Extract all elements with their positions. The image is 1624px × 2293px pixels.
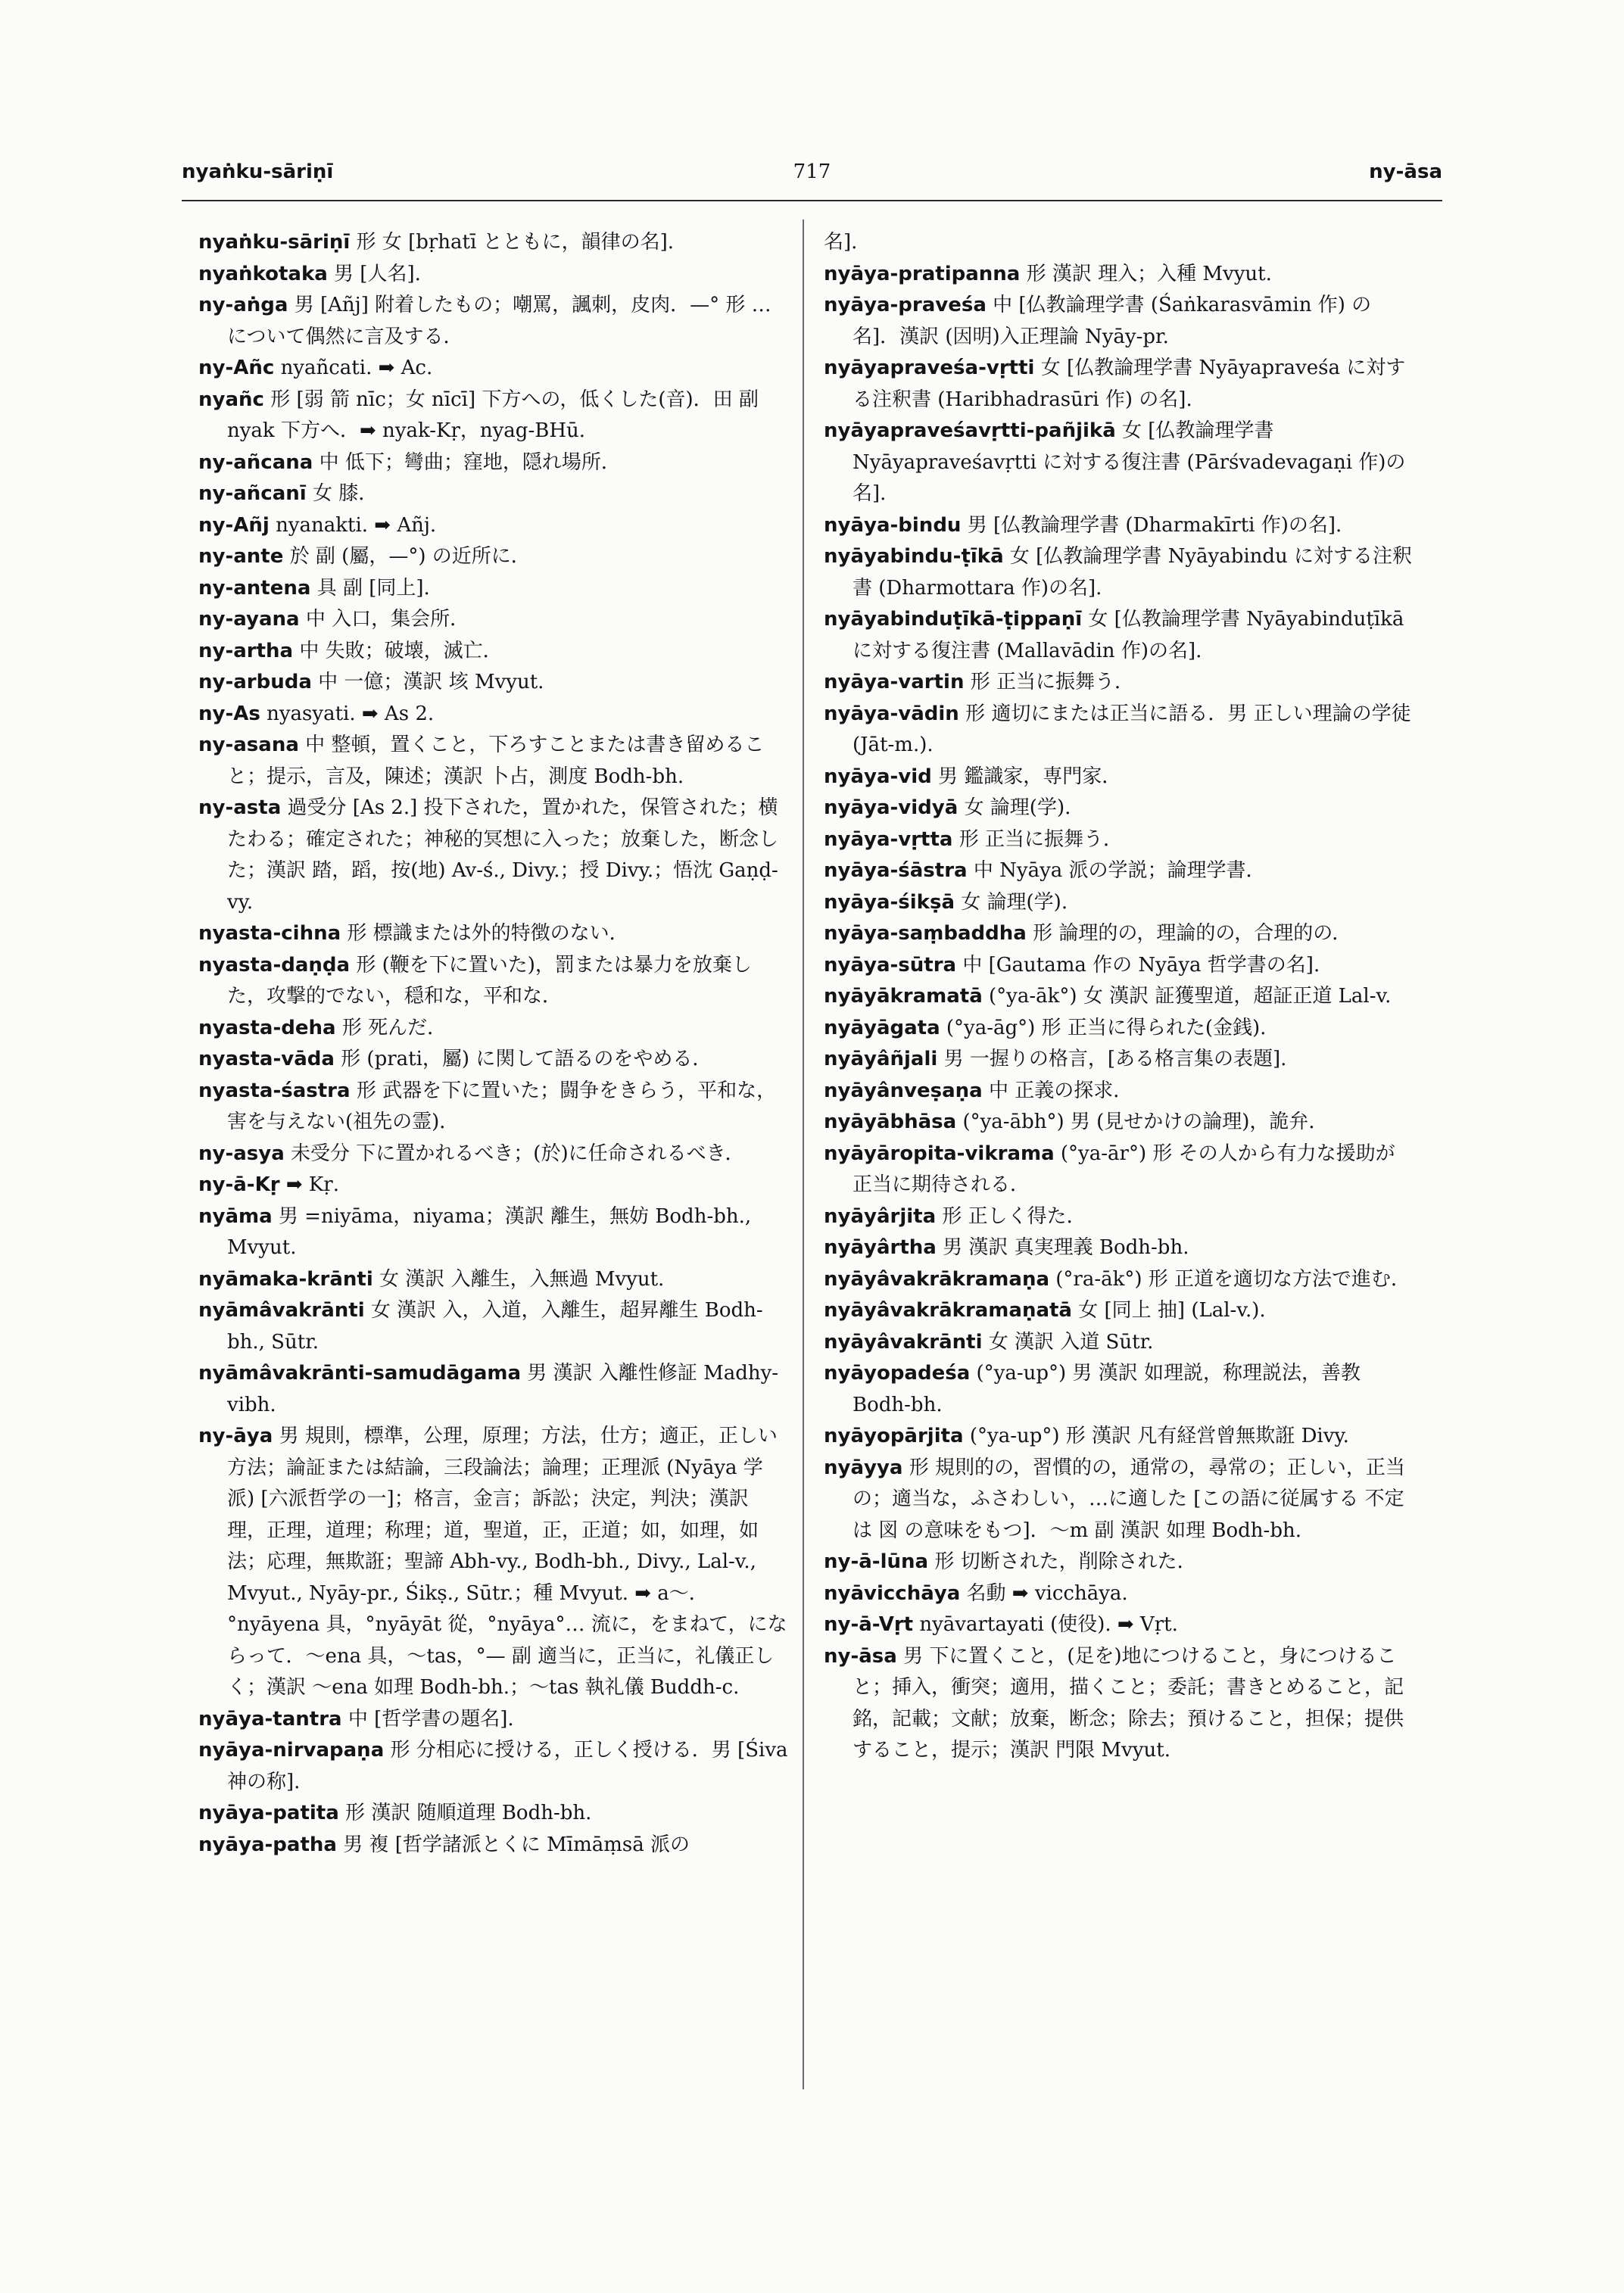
dictionary-entry bbox=[198, 1170, 789, 1201]
dictionary-entry bbox=[198, 1704, 789, 1736]
definition: 形 規則的の，習慣的の，通常の，尋常の；正しい，正当の；適当な，ふさわしい，…に適した [この語に従属する 不定 は 図 の意味をもつ]．～m 副 漢訳 如理 Bodh-bh. bbox=[853, 1456, 1405, 1542]
dictionary-entry bbox=[198, 1735, 789, 1798]
definition: 男 一握りの格言，[ある格言集の表題]. bbox=[943, 1048, 1287, 1070]
headword: nyāyopārjita bbox=[824, 1425, 964, 1447]
headword: ny-ā-lūna bbox=[824, 1550, 929, 1573]
headword: nyaṅku-sāriṇī bbox=[198, 231, 351, 254]
dictionary-entry bbox=[824, 699, 1414, 762]
dictionary-entry bbox=[824, 667, 1414, 699]
dictionary-entry bbox=[198, 636, 789, 668]
headword: nyāya-vid bbox=[824, 765, 932, 788]
dictionary-entry bbox=[824, 1358, 1414, 1421]
headword: ny-Añj bbox=[198, 513, 270, 537]
definition: 男 複 [哲学諸派とくに Mīmāṃsā 派の bbox=[343, 1833, 690, 1856]
headword: ny-asta bbox=[198, 796, 282, 819]
definition: nyañcati. ➡ Ac. bbox=[280, 357, 433, 379]
headword: nyāyâvakrānti bbox=[824, 1330, 983, 1354]
dictionary-entry bbox=[198, 227, 789, 259]
dictionary-entry bbox=[824, 1044, 1414, 1076]
dictionary-entry bbox=[824, 1609, 1414, 1641]
dictionary-entry bbox=[824, 1295, 1414, 1327]
headword: nyāyapraveśavṛtti-pañjikā bbox=[824, 419, 1116, 442]
dictionary-entry bbox=[198, 1264, 789, 1296]
headword: ny-ā-Vṛt bbox=[824, 1613, 914, 1636]
headword: nyāyabindu-ṭīkā bbox=[824, 545, 1004, 568]
definition: 男 [仏教論理学書 (Dharmakīrti 作)の名]. bbox=[967, 513, 1342, 537]
headword: ny-añcana bbox=[198, 450, 313, 474]
dictionary-entry bbox=[824, 290, 1414, 353]
definition: 中 整頓，置くこと，下ろすことまたは書き留めること；提示，言及，陳述；漢訳 卜占，測度 Bodh-bh. bbox=[227, 734, 765, 788]
dictionary-entry bbox=[198, 1139, 789, 1170]
headword: nyāyabinduṭīkā-ṭippaṇī bbox=[824, 608, 1083, 631]
definition: 男 [人名]. bbox=[334, 262, 421, 285]
headword: ny-āsa bbox=[824, 1644, 897, 1668]
dictionary-entry bbox=[198, 950, 789, 1013]
definition: 男 漢訳 入離性修証 Madhy-vibh. bbox=[227, 1362, 779, 1416]
dictionary-entry bbox=[824, 1578, 1414, 1610]
page-header bbox=[182, 160, 1442, 191]
definition: 男 下に置くこと，(足を)地につけること，身につけること；挿入，衝突；適用，描くこと；委託；書きとめること，記銘，記載；文献；放棄，断念；除去；預けること，担保；提供すること，提示；漢訳 門限 Mvyut. bbox=[853, 1644, 1404, 1762]
definition: 女 漢訳 入，入道，入離生，超昇離生 Bodh-bh., Sūtr. bbox=[227, 1299, 763, 1354]
headword: nyāyākramatā bbox=[824, 985, 983, 1008]
definition: 過受分 [As 2.] 投下された，置かれた，保管された；横たわる；確定された；神秘的冥想に入った；放棄した，断念した；漢訳 踏，蹈，按(地) Av-ś., Divy.；授 Divy.；悟沈 Gaṇḍ-vy. bbox=[227, 796, 779, 914]
dictionary-entry bbox=[824, 353, 1414, 416]
headword: nyāmâvakrānti bbox=[198, 1299, 365, 1322]
definition: 女 論理(学). bbox=[961, 890, 1068, 914]
dictionary-entry bbox=[198, 1295, 789, 1358]
dictionary-entry bbox=[824, 604, 1414, 667]
headword: ny-Añc bbox=[198, 357, 275, 379]
definition: 女 漢訳 入道 Sūtr. bbox=[988, 1330, 1154, 1354]
dictionary-entry bbox=[198, 604, 789, 636]
definition: 中 [Gautama 作の Nyāya 哲学書の名]. bbox=[962, 953, 1320, 977]
definition: 男 鑑識家，専門家． bbox=[938, 765, 1122, 788]
headword: ny-ante bbox=[198, 545, 284, 568]
headword: ny-asya bbox=[198, 1142, 285, 1165]
dictionary-entry bbox=[198, 1076, 789, 1139]
dictionary-entry bbox=[824, 762, 1414, 793]
dictionary-entry bbox=[198, 353, 789, 385]
definition: 具 副 [同上]. bbox=[316, 576, 430, 600]
headword: nyāyârtha bbox=[824, 1236, 937, 1259]
headword: nyāyâvakrākramaṇatā bbox=[824, 1299, 1072, 1322]
definition: 未受分 下に置かれるべき；(於)に任命されるべき． bbox=[291, 1142, 745, 1165]
dictionary-entry bbox=[198, 918, 789, 950]
definition: 形 標識または外的特徴のない． bbox=[347, 922, 629, 945]
definition: (°ya-āg°) 形 正当に得られた(金銭). bbox=[946, 1016, 1267, 1039]
headword: nyāyāropita-vikrama bbox=[824, 1142, 1055, 1165]
dictionary-entry bbox=[198, 793, 789, 918]
dictionary-entry bbox=[824, 1013, 1414, 1045]
left-column bbox=[198, 227, 789, 1861]
headword: nyāmâvakrānti-samudāgama bbox=[198, 1362, 522, 1385]
headword: nyāya-saṃbaddha bbox=[824, 922, 1027, 945]
dictionary-entry bbox=[824, 1264, 1414, 1296]
definition: 女 [同上 抽] (Lal-v.). bbox=[1078, 1299, 1266, 1322]
headword: nyāyābhāsa bbox=[824, 1111, 957, 1133]
definition: 形 分相応に授ける，正しく授ける．男 [Śiva 神の称]. bbox=[227, 1739, 788, 1793]
column-divider bbox=[803, 220, 804, 2089]
definition: 形 正しく得た． bbox=[942, 1204, 1086, 1228]
dictionary-entry bbox=[824, 887, 1414, 919]
definition: 中 低下；彎曲；窪地，隠れ場所． bbox=[319, 450, 621, 474]
definition: nyasyati. ➡ As 2. bbox=[267, 702, 435, 725]
definition: 女 漢訳 入離生，入無過 Mvyut. bbox=[379, 1267, 665, 1291]
dictionary-entry bbox=[824, 1421, 1414, 1453]
definition: ➡ Kṛ. bbox=[285, 1173, 339, 1196]
headword: nyāma bbox=[198, 1204, 273, 1228]
headword: nyāmaka-krānti bbox=[198, 1267, 373, 1291]
headword: nyāya-bindu bbox=[824, 513, 962, 537]
dictionary-entry bbox=[824, 1139, 1414, 1201]
definition: 形 漢訳 理入；入種 Mvyut. bbox=[1026, 262, 1272, 285]
definition: 形 漢訳 随順道理 Bodh-bh. bbox=[345, 1802, 592, 1824]
headword: nyāya-praveśa bbox=[824, 294, 987, 316]
definition: 中 [哲学書の題名]. bbox=[348, 1707, 514, 1731]
dictionary-entry bbox=[198, 699, 789, 731]
definition: 中 入口，集会所． bbox=[305, 608, 470, 631]
dictionary-entry bbox=[198, 1044, 789, 1076]
headword: nyāya-pratipanna bbox=[824, 262, 1021, 285]
headword: ny-añcanī bbox=[198, 482, 307, 505]
definition: 男 漢訳 真実理義 Bodh-bh. bbox=[943, 1236, 1189, 1259]
dictionary-entry bbox=[198, 730, 789, 793]
dictionary-entry bbox=[198, 541, 789, 573]
definition: 形 死んだ． bbox=[341, 1016, 447, 1039]
headword: nyāyânveṣaṇa bbox=[824, 1079, 983, 1102]
headword: nyasta-śastra bbox=[198, 1079, 351, 1102]
dictionary-entry bbox=[198, 478, 789, 510]
dictionary-entry bbox=[198, 573, 789, 605]
headword: nyāya-śikṣā bbox=[824, 890, 955, 914]
headword: nyāya-sūtra bbox=[824, 953, 957, 977]
headword: nyāya-nirvapaṇa bbox=[198, 1739, 385, 1762]
definition: 中 Nyāya 派の学説；論理学書． bbox=[973, 859, 1266, 882]
headword: nyāya-patita bbox=[198, 1802, 339, 1824]
dictionary-entry bbox=[824, 1547, 1414, 1578]
definition: (°ya-ār°) 形 その人から有力な援助が正当に期待される． bbox=[853, 1142, 1395, 1196]
headword: ny-ā-Kṛ bbox=[198, 1173, 280, 1196]
dictionary-entry bbox=[198, 1358, 789, 1421]
dictionary-entry bbox=[824, 1076, 1414, 1108]
definition: 中 失敗；破壊，滅亡． bbox=[299, 639, 503, 662]
dictionary-entry bbox=[824, 1453, 1414, 1547]
dictionary-entry bbox=[824, 950, 1414, 982]
dictionary-entry bbox=[824, 1327, 1414, 1359]
definition: 女 論理(学). bbox=[964, 796, 1071, 819]
dictionary-entry bbox=[198, 1798, 789, 1830]
headword: nyasta-cihna bbox=[198, 922, 341, 945]
headword: nyāyâñjali bbox=[824, 1048, 938, 1070]
dictionary-entry bbox=[198, 667, 789, 699]
definition: (°ya-ābh°) 男 (見せかけの論理)，詭弁． bbox=[962, 1111, 1329, 1133]
dictionary-entry bbox=[198, 1421, 789, 1704]
definition: 女 [仏教論理学書 Nyāyabindu に対する注釈書 (Dharmottara 作)の名]. bbox=[853, 545, 1413, 600]
headword: nyāyapraveśa-vṛtti bbox=[824, 357, 1035, 379]
dictionary-entry bbox=[824, 824, 1414, 856]
headword: nyasta-vāda bbox=[198, 1048, 335, 1070]
definition: (°ra-āk°) 形 正道を適切な方法で進む． bbox=[1055, 1267, 1411, 1291]
dictionary-entry bbox=[824, 541, 1414, 604]
definition: 名動 ➡ vicchāya. bbox=[966, 1581, 1128, 1605]
headword: nyāya-vartin bbox=[824, 671, 965, 693]
definition: 女 [仏教論理学書 Nyāyapraveśavṛtti に対する復注書 (Pārśvadevagaṇi 作)の名]. bbox=[853, 419, 1406, 505]
headword: nyāya-vādin bbox=[824, 702, 959, 725]
dictionary-entry bbox=[824, 981, 1414, 1013]
definition: 形 正当に振舞う． bbox=[970, 671, 1134, 693]
definition: (°ya-up°) 男 漢訳 如理説，称理説法，善教 Bodh-bh. bbox=[853, 1362, 1361, 1416]
headword: ny-asana bbox=[198, 734, 299, 756]
headword: nyāyârjita bbox=[824, 1204, 937, 1228]
definition: (°ya-up°) 形 漢訳 凡有経営曾無欺誑 Divy. bbox=[969, 1425, 1349, 1447]
dictionary-entry bbox=[198, 1013, 789, 1045]
dictionary-entry bbox=[824, 259, 1414, 291]
definition: 形 正当に振舞う． bbox=[959, 827, 1123, 851]
headword: ny-aṅga bbox=[198, 294, 288, 316]
dictionary-entry bbox=[824, 1232, 1414, 1264]
definition: 於 副 (屬，—°) の近所に． bbox=[289, 545, 531, 568]
headword: ny-As bbox=[198, 702, 260, 725]
dictionary-entry bbox=[198, 290, 789, 353]
dictionary-entry bbox=[824, 227, 1414, 259]
definition: 中 [仏教論理学書 (Śaṅkarasvāmin 作) の名]．漢訳 (因明)入正理論 Nyāy-pr. bbox=[853, 294, 1372, 348]
headword: nyāya-tantra bbox=[198, 1707, 342, 1731]
definition: 形 (鞭を下に置いた)，罰または暴力を放棄した，攻撃的でない，穏和な，平和な． bbox=[227, 953, 752, 1008]
headword: nyāyāgata bbox=[824, 1016, 940, 1039]
headword: nyaṅkotaka bbox=[198, 262, 328, 285]
running-head-right: ny-āsa bbox=[1369, 160, 1442, 183]
dictionary-entry bbox=[824, 510, 1414, 542]
dictionary-entry bbox=[824, 1641, 1414, 1767]
dictionary-entry bbox=[198, 259, 789, 291]
running-head-left: nyaṅku-sāriṇī bbox=[182, 160, 334, 183]
headword: nyañc bbox=[198, 388, 264, 411]
definition: (°ya-āk°) 女 漢訳 証獲聖道，超証正道 Lal-v. bbox=[989, 985, 1392, 1008]
definition: 形 (prati，屬) に関して語るのをやめる． bbox=[341, 1048, 712, 1070]
definition: 男 =niyāma，niyama；漢訳 離生，無妨 Bodh-bh., Mvyut. bbox=[227, 1204, 752, 1259]
definition: 中 正義の探求． bbox=[988, 1079, 1133, 1102]
right-column bbox=[824, 227, 1414, 1767]
headword: nyāya-patha bbox=[198, 1833, 337, 1856]
dictionary-entry bbox=[824, 416, 1414, 510]
definition: 男 [Añj] 附着したもの；嘲罵，諷刺，皮肉．—° 形 …について偶然に言及する． bbox=[227, 294, 771, 348]
headword: ny-ayana bbox=[198, 608, 300, 631]
definition: 形 適切にまたは正当に語る．男 正しい理論の学徒 (Jāt-m.). bbox=[853, 702, 1411, 756]
headword: nyāyâvakrākramaṇa bbox=[824, 1267, 1049, 1291]
definition: 形 [弱 箭 nīc；女 nīcī] 下方への，低くした(音)．田 副 nyak 下方へ．➡ nyak-Kṛ，nyag-BHū. bbox=[227, 388, 759, 442]
definition: 形 武器を下に置いた；闘争をきらう，平和な，害を与えない(祖先の霊)． bbox=[227, 1079, 777, 1133]
headword: ny-arbuda bbox=[198, 671, 312, 693]
headword: nyāyya bbox=[824, 1456, 903, 1479]
dictionary-entry bbox=[824, 793, 1414, 824]
definition: 男 規則，標準，公理，原理；方法，仕方；適正，正しい方法；論証または結論，三段論法；論理；正理派 (Nyāya 学派) [六派哲学の一]；格言，金言；訴訟；決定，判決；漢訳 理，正理，道理；称理；道，聖道，正，正道；如，如理，如法；応理，無欺誑；聖諦 Abh-vy., Bodh-bh., Divy., Lal-v., Mvyut., Nyāy-pr., Śikṣ., Sūtr.；種 Mvyut. ➡ a～．°nyāyena 具，°nyāyāt 從，°nyāya°… 流に，をまねて，にならって．～ena 具，～tas，°— 副 適当に，正当に，礼儀正しく；漢訳 ～ena 如理 Bodh-bh.；～tas 執礼儀 Buddh-c. bbox=[227, 1425, 787, 1699]
headword: nyasta-daṇḍa bbox=[198, 953, 351, 977]
definition: nyanakti. ➡ Añj. bbox=[276, 513, 437, 537]
header-rule bbox=[182, 200, 1442, 201]
dictionary-entry bbox=[198, 447, 789, 479]
headword: ny-āya bbox=[198, 1425, 273, 1447]
headword: nyāya-vidyā bbox=[824, 796, 959, 819]
definition: 形 論理的の，理論的の，合理的の． bbox=[1033, 922, 1352, 945]
headword: nyāya-śāstra bbox=[824, 859, 968, 882]
headword: nyasta-deha bbox=[198, 1016, 336, 1039]
definition: 形 切断された，削除された． bbox=[934, 1550, 1197, 1573]
dictionary-entry bbox=[198, 1830, 789, 1862]
dictionary-entry bbox=[198, 1201, 789, 1264]
dictionary-entry bbox=[198, 510, 789, 542]
dictionary-entry bbox=[824, 1201, 1414, 1233]
definition: 女 [仏教論理学書 Nyāyapraveśa に対する注釈書 (Haribhadrasūri 作) の名]. bbox=[853, 357, 1406, 411]
page-number: 717 bbox=[793, 160, 831, 183]
definition: nyāvartayati (使役). ➡ Vṛt. bbox=[919, 1613, 1178, 1636]
dictionary-entry bbox=[824, 1107, 1414, 1139]
dictionary-entry bbox=[198, 385, 789, 447]
headword: nyāyopadeśa bbox=[824, 1362, 971, 1385]
definition: 形 女 [bṛhatī とともに，韻律の名]. bbox=[356, 231, 674, 254]
dictionary-entry bbox=[824, 918, 1414, 950]
headword: nyāya-vṛtta bbox=[824, 827, 953, 851]
definition: 女 膝． bbox=[312, 482, 379, 505]
dictionary-entry bbox=[824, 855, 1414, 887]
definition: 中 一億；漢訳 垓 Mvyut. bbox=[318, 671, 544, 693]
headword: nyāvicchāya bbox=[824, 1581, 961, 1605]
headword: ny-artha bbox=[198, 639, 294, 662]
headword: ny-antena bbox=[198, 576, 311, 600]
definition: 名]. bbox=[824, 231, 858, 254]
definition: 女 [仏教論理学書 Nyāyabinduṭīkā に対する復注書 (Mallavādin 作)の名]. bbox=[853, 608, 1404, 662]
